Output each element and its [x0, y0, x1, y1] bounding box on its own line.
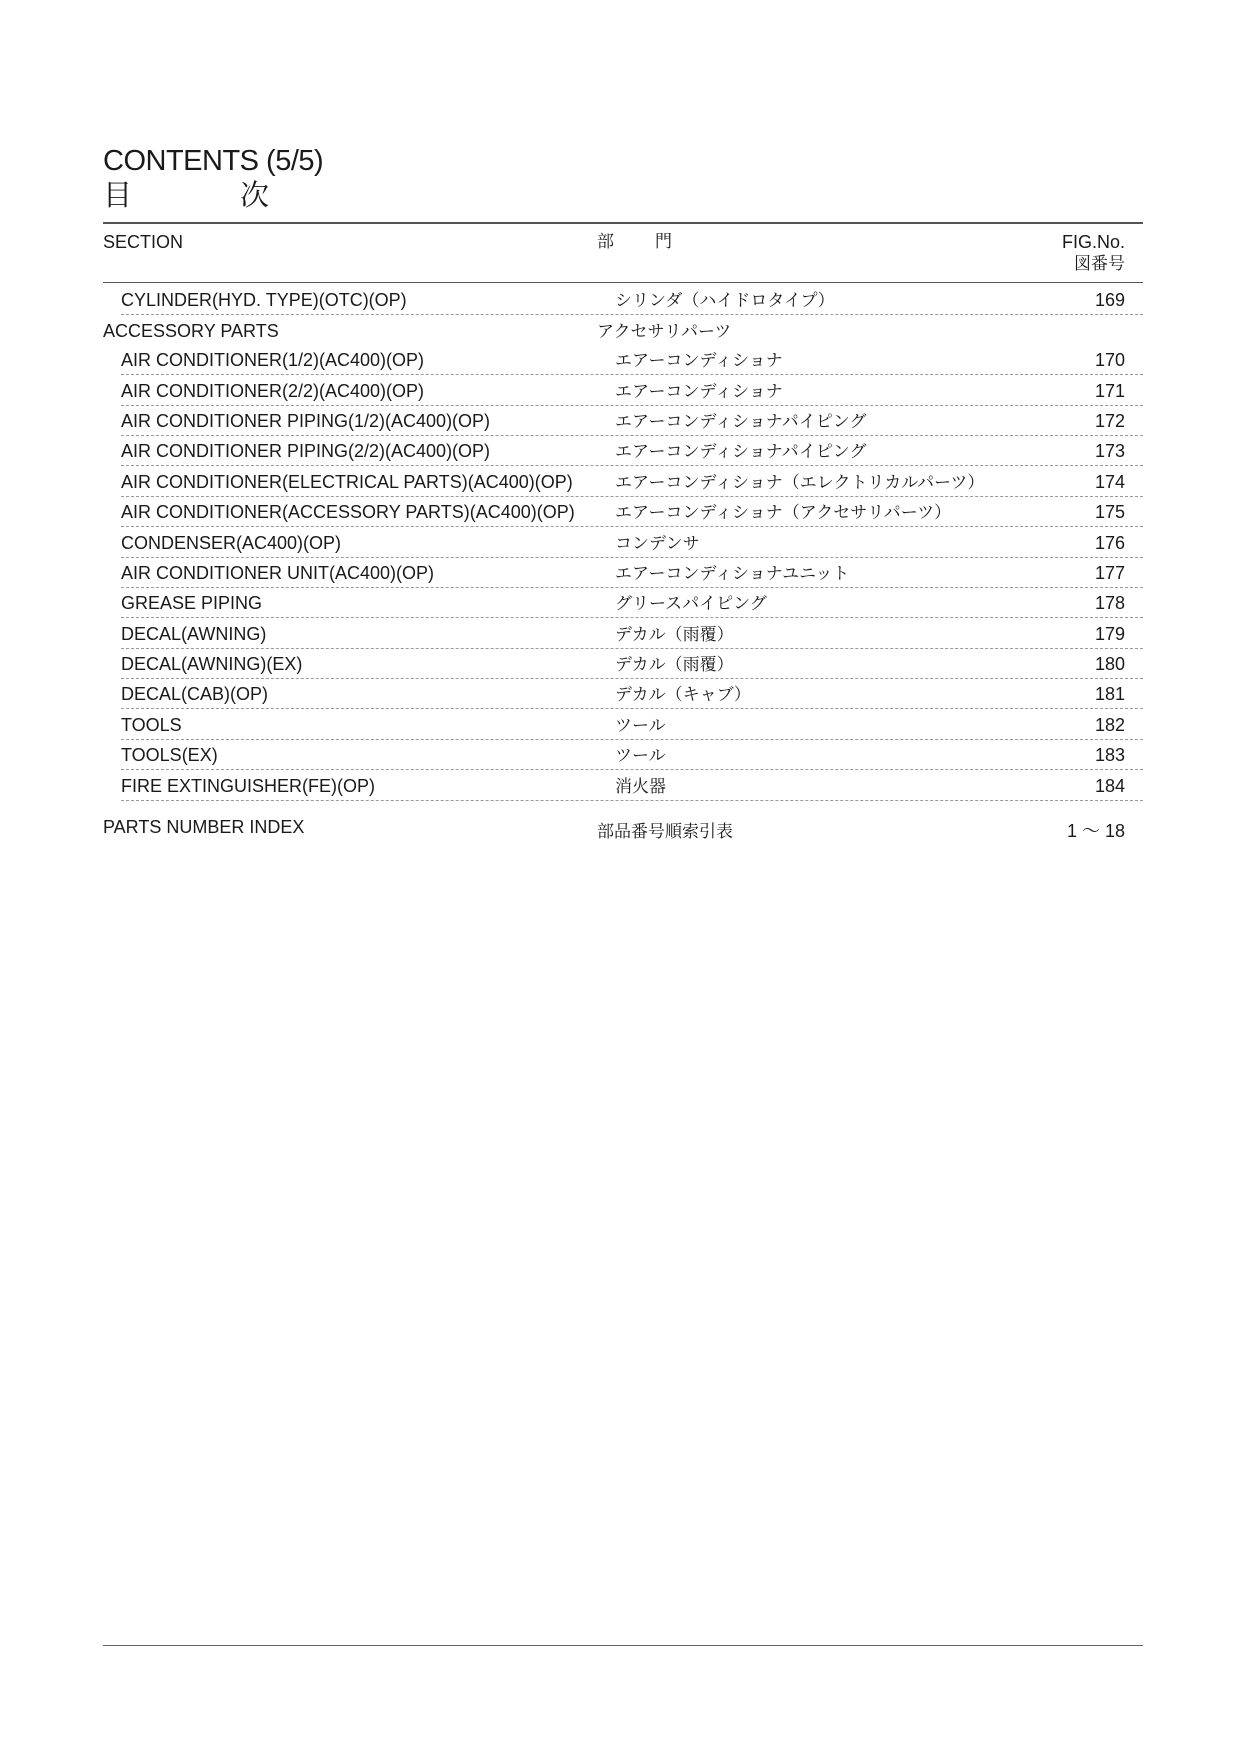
parts-number-index-row — [103, 817, 1143, 841]
section-name-ja: エアーコンディショナ（エレクトリカルパーツ） — [615, 472, 985, 493]
fig-number: 169 — [1094, 290, 1125, 311]
fig-number: 172 — [1094, 410, 1125, 431]
fig-number: 170 — [1094, 350, 1125, 371]
section-name-ja: グリースパイピング — [615, 594, 767, 615]
header-bottom-rule — [103, 282, 1143, 283]
section-name: TOOLS(EX) — [121, 745, 218, 766]
index-name-ja: 部品番号順索引表 — [597, 822, 733, 842]
list-item — [121, 679, 1143, 709]
bumon-char-1: 部 — [597, 232, 614, 252]
bumon-char-2: 門 — [655, 232, 672, 252]
footer-rule — [103, 1645, 1143, 1646]
section-name-ja: コンデンサ — [615, 533, 700, 554]
column-header-fig — [1062, 231, 1125, 275]
section-name-ja: エアーコンディショナ（アクセサリパーツ） — [615, 503, 952, 524]
section-name: CYLINDER(HYD. TYPE)(OTC)(OP) — [121, 290, 407, 311]
section-name-ja: エアーコンディショナ — [615, 381, 783, 402]
column-header-fig-ja: 図番号 — [1074, 254, 1125, 274]
section-name: AIR CONDITIONER(ELECTRICAL PARTS)(AC400)(OP) — [121, 471, 573, 492]
section-name: TOOLS — [121, 714, 182, 735]
title-ja-char-1: 目 — [103, 178, 133, 212]
column-header-fig-en: FIG.No. — [1061, 232, 1125, 252]
list-item — [121, 406, 1143, 436]
fig-number: 184 — [1094, 775, 1125, 796]
list-item — [121, 345, 1143, 375]
group-name: ACCESSORY PARTS — [103, 320, 279, 341]
list-item — [121, 618, 1143, 648]
column-header-bumon — [597, 231, 672, 253]
section-name: AIR CONDITIONER UNIT(AC400)(OP) — [121, 562, 435, 583]
section-name: AIR CONDITIONER(2/2)(AC400)(OP) — [121, 380, 425, 401]
section-name-ja: シリンダ（ハイドロタイプ） — [615, 291, 835, 312]
list-item — [121, 436, 1143, 466]
fig-number: 182 — [1094, 714, 1125, 735]
list-item — [121, 709, 1143, 739]
section-name-ja: エアーコンディショナ — [615, 351, 783, 372]
page-title: CONTENTS (5/5) — [103, 145, 324, 177]
list-group-heading — [103, 315, 1143, 344]
section-name: DECAL(CAB)(OP) — [121, 684, 269, 705]
fig-number: 177 — [1094, 562, 1125, 583]
list-item — [121, 527, 1143, 557]
list-item — [121, 285, 1143, 315]
section-name-ja: デカル（雨覆） — [615, 624, 734, 645]
page-title-japanese — [103, 178, 269, 212]
section-name: FIRE EXTINGUISHER(FE)(OP) — [121, 775, 376, 796]
list-item — [121, 466, 1143, 496]
section-name: AIR CONDITIONER PIPING(2/2)(AC400)(OP) — [121, 441, 491, 462]
section-name-ja: デカル（雨覆） — [615, 655, 734, 676]
section-name-ja: エアーコンディショナパイピング — [615, 411, 867, 432]
section-name: AIR CONDITIONER(ACCESSORY PARTS)(AC400)(OP) — [121, 502, 575, 523]
fig-number: 176 — [1094, 532, 1125, 553]
section-name-ja: 消火器 — [615, 776, 666, 797]
list-item — [121, 649, 1143, 679]
section-name-ja: ツール — [615, 746, 666, 767]
fig-number: 181 — [1094, 684, 1125, 705]
fig-number: 179 — [1094, 623, 1125, 644]
fig-number: 183 — [1094, 745, 1125, 766]
section-name: GREASE PIPING — [121, 593, 263, 614]
section-name-ja: ツール — [615, 715, 666, 736]
contents-list — [103, 285, 1143, 801]
fig-number: 180 — [1094, 654, 1125, 675]
document-page — [103, 0, 1143, 1755]
fig-number: 178 — [1094, 593, 1125, 614]
section-name-ja: エアーコンディショナユニット — [615, 563, 850, 584]
section-name-ja: デカル（キャブ） — [615, 685, 751, 706]
list-item — [121, 770, 1143, 800]
index-page-range: 1 ～ 18 — [1066, 821, 1125, 841]
header-top-rule — [103, 222, 1143, 224]
fig-number: 173 — [1094, 441, 1125, 462]
column-header-section: SECTION — [103, 232, 184, 252]
section-name-ja: エアーコンディショナパイピング — [615, 442, 867, 463]
section-name: DECAL(AWNING) — [121, 623, 267, 644]
section-name: DECAL(AWNING)(EX) — [121, 654, 303, 675]
section-name: AIR CONDITIONER(1/2)(AC400)(OP) — [121, 350, 425, 371]
section-name: AIR CONDITIONER PIPING(1/2)(AC400)(OP) — [121, 410, 491, 431]
section-name: CONDENSER(AC400)(OP) — [121, 532, 342, 553]
index-name: PARTS NUMBER INDEX — [103, 817, 305, 837]
group-name-ja: アクセサリパーツ — [597, 321, 732, 342]
list-item — [121, 558, 1143, 588]
list-item — [121, 497, 1143, 527]
fig-number: 174 — [1094, 471, 1125, 492]
fig-number: 171 — [1094, 380, 1125, 401]
list-item — [121, 740, 1143, 770]
list-item — [121, 588, 1143, 618]
list-item — [121, 375, 1143, 405]
fig-number: 175 — [1094, 502, 1125, 523]
title-ja-char-2: 次 — [240, 178, 270, 212]
